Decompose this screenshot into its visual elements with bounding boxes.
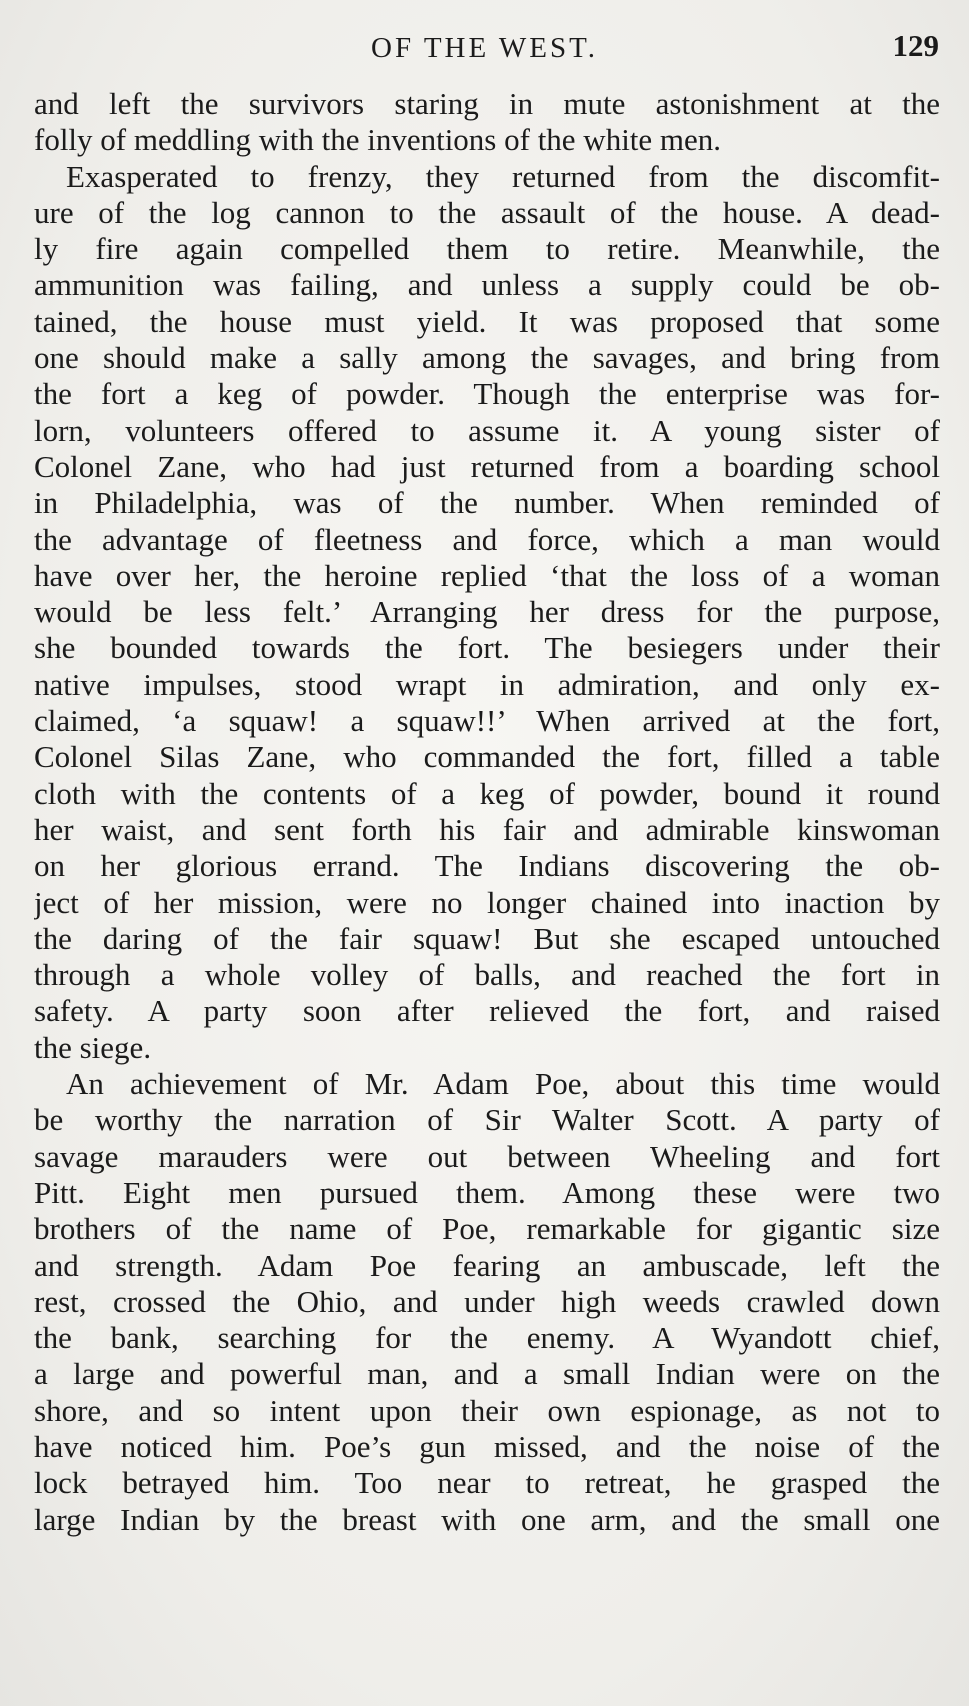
text-line: be worthy the narration of Sir Walter Scott. A party of [34, 1102, 940, 1138]
text-line: Colonel Silas Zane, who commanded the fort, filled a table [34, 739, 940, 775]
text-line: rest, crossed the Ohio, and under high weeds crawled down [34, 1283, 940, 1319]
text-line: safety. A party soon after relieved the fort, and raised [34, 993, 940, 1029]
text-line: and left the survivors staring in mute astonishment at the [34, 86, 940, 121]
text-line: An achievement of Mr. Adam Poe, about this time would [66, 1066, 940, 1102]
text-line: savage marauders were out between Wheeling and fort [34, 1138, 940, 1174]
text-line: Colonel Zane, who had just returned from a boarding school [34, 448, 940, 484]
text-line: have noticed him. Poe’s gun missed, and the noise of the [34, 1428, 940, 1464]
text-line: ject of her mission, were no longer chained into inaction by [34, 884, 940, 920]
text-line: on her glorious errand. The Indians discovering the ob- [34, 848, 940, 884]
text-line: one should make a sally among the savages, and bring from [34, 340, 940, 376]
text-line: her waist, and sent forth his fair and admirable kinswoman [34, 811, 940, 847]
text-line: the daring of the fair squaw! But she escaped untouched [34, 920, 940, 956]
text-line: folly of meddling with the inventions of the white men. [34, 122, 722, 158]
text-line: cloth with the contents of a keg of powder, bound it round [34, 775, 940, 811]
page-number: 129 [892, 28, 939, 63]
text-line: brothers of the name of Poe, remarkable for gigantic size [34, 1211, 940, 1247]
text-line: shore, and so intent upon their own espionage, as not to [34, 1392, 940, 1428]
text-line: the bank, searching for the enemy. A Wyandott chief, [34, 1320, 940, 1356]
text-line: she bounded towards the fort. The besiegers under their [34, 630, 940, 666]
text-line: in Philadelphia, was of the number. When reminded of [34, 485, 940, 521]
text-line: would be less felt.’ Arranging her dress for the purpose, [34, 594, 940, 630]
text-line: lorn, volunteers offered to assume it. A young sister of [34, 412, 940, 448]
text-line: a large and powerful man, and a small Indian were on the [34, 1356, 940, 1392]
running-head: OF THE WEST. [371, 32, 598, 64]
text-line: the fort a keg of powder. Though the enterprise was for- [34, 376, 940, 412]
text-line: the advantage of fleetness and force, which a man would [34, 521, 940, 557]
text-line: the siege. [34, 1029, 152, 1065]
text-line: native impulses, stood wrapt in admiration, and only ex- [34, 666, 940, 702]
text-line: tained, the house must yield. It was proposed that some [34, 303, 940, 339]
text-line: ammunition was failing, and unless a supply could be ob- [34, 267, 940, 303]
text-line: large Indian by the breast with one arm, and the small one [34, 1501, 940, 1537]
text-line: ure of the log cannon to the assault of the house. A dead- [34, 194, 940, 230]
page-header [0, 28, 969, 72]
text-line: lock betrayed him. Too near to retreat, he grasped the [34, 1465, 940, 1501]
text-line: have over her, the heroine replied ‘that the loss of a woman [34, 557, 940, 593]
text-line: Exasperated to frenzy, they returned from the discomfit- [66, 158, 940, 194]
text-line: ly fire again compelled them to retire. Meanwhile, the [34, 231, 940, 267]
body-text [34, 86, 940, 1538]
text-line: through a whole volley of balls, and reached the fort in [34, 957, 940, 993]
text-line: and strength. Adam Poe fearing an ambuscade, left the [34, 1247, 940, 1283]
text-line: Pitt. Eight men pursued them. Among these were two [34, 1174, 940, 1210]
text-line: claimed, ‘a squaw! a squaw!!’ When arrived at the fort, [34, 703, 940, 739]
